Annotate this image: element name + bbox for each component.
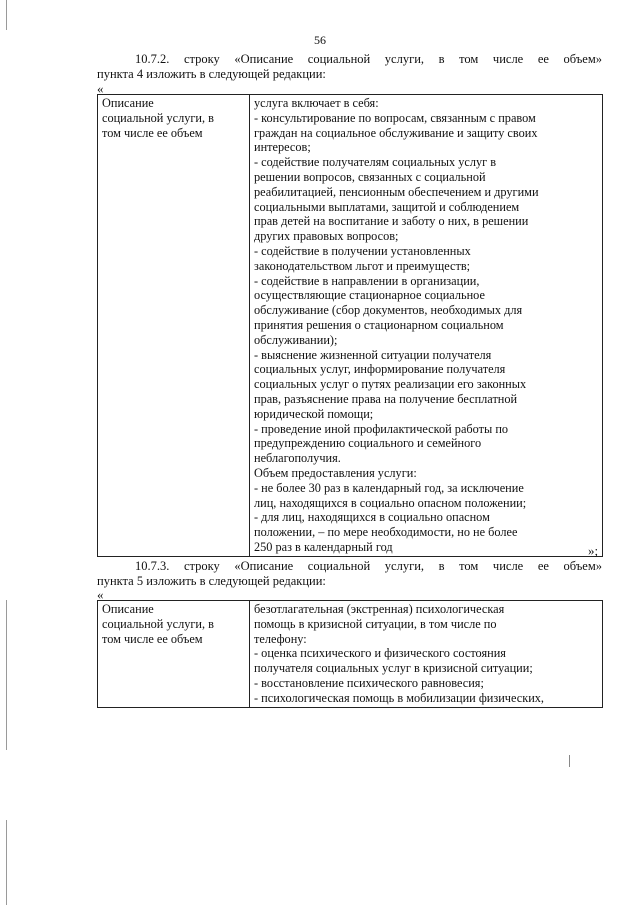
content-line: - для лиц, находящихся в социально опасном (254, 510, 490, 525)
section2-table (97, 600, 603, 708)
label-line: том числе ее объем (102, 631, 203, 646)
content-line: юридической помощи; (254, 406, 374, 421)
table-row (98, 95, 603, 557)
content-line: социальных услуг о путях реализации его законных (254, 377, 527, 392)
content-line: интересов; (254, 140, 311, 155)
content-line: лиц, находящихся в социально опасном положении; (254, 495, 527, 510)
row-content-cell (250, 601, 603, 708)
label-line: Описание (102, 602, 154, 616)
content-line: - психологическая помощь в мобилизации физических, (254, 690, 544, 705)
content-line: осуществляющие стационарное социальное (254, 288, 485, 303)
content-line: положении, – по мере необходимости, но не более (254, 525, 518, 540)
row-label-cell (98, 95, 250, 557)
content-line: - содействие в направлении в организации, (254, 273, 480, 288)
section2-intro-line2: пункта 5 изложить в следующей редакции: (97, 574, 326, 588)
section2-open-quote: « (97, 587, 104, 602)
scan-edge-mark (569, 755, 570, 767)
content-line: - не более 30 раз в календарный год, за исключение (254, 480, 524, 495)
content-line: безотлагательная (экстренная) психологическая (254, 602, 505, 616)
content-line: - консультирование по вопросам, связанным с правом (254, 110, 536, 125)
content-line: телефону: (254, 631, 307, 646)
section1-intro-line2: пункта 4 изложить в следующей редакции: (97, 67, 326, 81)
content-line: Объем предоставления услуги: (254, 465, 417, 480)
scan-edge-mark (6, 820, 7, 905)
content-line: граждан на социальное обслуживание и защиту своих (254, 125, 538, 140)
section2-intro-line1: 10.7.3. строку «Описание социальной услуги, в том числе ее объем» (135, 559, 602, 573)
content-line: - восстановление психического равновесия; (254, 675, 484, 690)
label-line: социальной услуги, в (102, 110, 214, 125)
content-line: обслуживание (сбор документов, необходимых для (254, 303, 523, 318)
scan-edge-mark (6, 600, 7, 750)
table-row (98, 601, 603, 708)
section1-table (97, 94, 603, 557)
content-line: предупреждению социального и семейного (254, 436, 482, 451)
content-line: - содействие получателям социальных услуг в (254, 155, 497, 170)
content-line: услуга включает в себя: (254, 96, 379, 110)
content-line: помощь в кризисной ситуации, в том числе по (254, 616, 497, 631)
content-line: - проведение иной профилактической работы по (254, 421, 509, 436)
content-line: - выяснение жизненной ситуации получателя (254, 347, 492, 362)
content-line: - оценка психического и физического состояния (254, 646, 506, 661)
label-line: Описание (102, 96, 154, 110)
content-line: - содействие в получении установленных (254, 243, 471, 258)
content-line: решении вопросов, связанных с социальной (254, 169, 486, 184)
section1-close-quote: »; (588, 543, 599, 558)
content-line: принятия решения о стационарном социальном (254, 317, 504, 332)
section1-intro (97, 52, 602, 82)
content-line: получателя социальных услуг в кризисной ситуации; (254, 661, 533, 676)
row-label-cell (98, 601, 250, 708)
content-line: других правовых вопросов; (254, 229, 399, 244)
section1-intro-line1: 10.7.2. строку «Описание социальной услуги, в том числе ее объем» (135, 52, 602, 66)
scan-edge-mark (6, 0, 7, 30)
section1-open-quote: « (97, 81, 104, 96)
row-content-cell (250, 95, 603, 557)
content-line: законодательством льгот и преимуществ; (254, 258, 471, 273)
content-line: социальных услуг, информирование получателя (254, 362, 506, 377)
content-line: 250 раз в календарный год (254, 539, 393, 554)
page-number: 56 (314, 33, 326, 47)
label-line: том числе ее объем (102, 125, 203, 140)
label-line: социальной услуги, в (102, 616, 214, 631)
content-line: социальными выплатами, защитой и соблюдением (254, 199, 520, 214)
section2-intro (97, 559, 602, 589)
content-line: прав детей на воспитание и заботу о них, в решении (254, 214, 529, 229)
content-line: реабилитацией, пенсионным обеспечением и другими (254, 184, 539, 199)
content-line: обслуживании); (254, 332, 338, 347)
content-line: прав, разъяснение права на получение бесплатной (254, 391, 518, 406)
content-line: неблагополучия. (254, 451, 341, 466)
